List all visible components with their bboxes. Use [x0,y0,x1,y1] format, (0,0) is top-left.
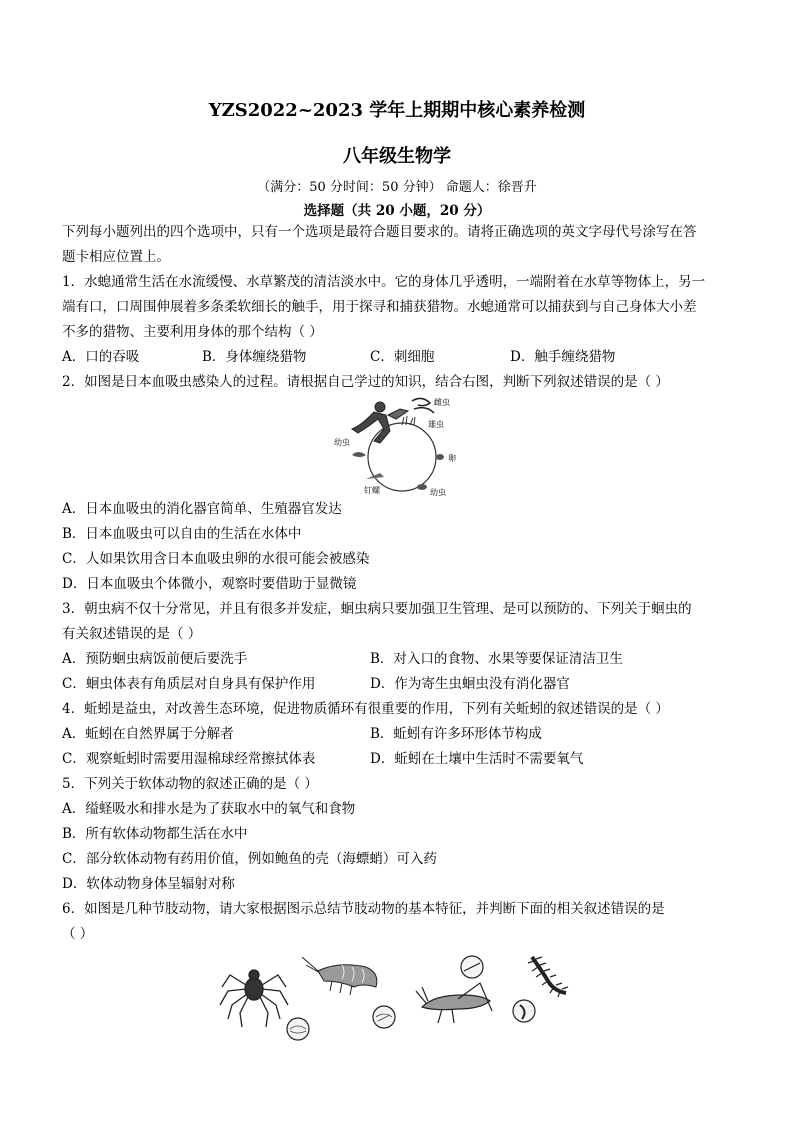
q3-stem-line-2: 有关叙述错误的是（ ） [62,626,202,642]
q1-options [62,345,734,370]
shrimp-icon [302,957,377,995]
exam-title: YZS2022~2023 学年上期期中核心素养检测 [208,100,586,121]
q4-option-b: B．蚯蚓有许多环形体节构成 [370,726,542,742]
q3-option-b: B．对入口的食物、水果等要保证清洁卫生 [370,651,623,667]
q4-option-d: D．蚯蚓在土壤中生活时不需要氧气 [370,751,584,767]
q1-option-a: A．口的吞吸 [62,349,140,365]
exam-subtitle: 八年级生物学 [343,146,451,167]
q2-option-a: A．日本血吸虫的消化器官简单、生殖器官发达 [62,501,342,517]
q2-option-b: B．日本血吸虫可以自由的生活在水体中 [62,526,302,542]
q6-stem: 6．如图是几种节肢动物，请大家根据图示总结节肢动物的基本特征，并判断下面的相关叙述错误的是 [62,901,665,917]
q6-blank: （ ） [62,926,94,942]
q5-option-d: D．软体动物身体呈辐射对称 [62,876,235,892]
q5-stem: 5．下列关于软体动物的叙述正确的是（ ） [62,776,318,792]
label-larva-bottom: 幼虫 [430,488,446,497]
q4-options-row-2 [62,747,734,772]
label-female: 雌虫 [434,398,450,407]
exam-meta: （满分：50 分时间：50 分钟） 命题人：徐晋升 [257,180,537,195]
q1-stem-line-1: 1．水螅通常生活在水流缓慢、水草繁茂的清洁淡水中。它的身体几乎透明，一端附着在水草等物体上，另一 [62,274,706,290]
q2-stem: 2．如图是日本血吸虫感染人的过程。请根据自己学过的知识，结合右图，判断下列叙述错误的是（ ） [62,374,669,390]
q5-option-c: C．部分软体动物有药用价值，例如鲍鱼的壳（海螵蛸）可入药 [62,851,437,867]
q3-options-row-2 [62,672,734,697]
arthropods-figure [62,947,734,1045]
worm-icon [412,398,430,405]
q3-options-row-1 [62,647,734,672]
question-content [62,220,734,1045]
q4-stem: 4．蚯蚓是益虫，对改善生态环境，促进物质循环有很重要的作用，下列有关蚯蚓的叙述错误的是（ ） [62,701,669,717]
q3-option-c: C．蛔虫体表有角质层对自身具有保护作用 [62,676,316,692]
section-heading: 选择题（共 20 小题，20 分） [303,203,491,219]
q1-stem-line-3: 不多的猎物、主要利用身体的那个结构（ ） [62,324,323,340]
q4-option-a: A．蚯蚓在自然界属于分解者 [62,726,234,742]
centipede-icon [513,957,568,1022]
q4-option-c: C．观察蚯蚓时需要用湿棉球经常擦拭体表 [62,751,316,767]
q5-option-a: A．缢蛏吸水和排水是为了获取水中的氧气和食物 [62,801,356,817]
q3-option-d: D．作为寄生虫蛔虫没有消化器官 [370,676,570,692]
q3-option-a: A．预防蛔虫病饭前便后要洗手 [62,651,248,667]
q2-option-d: D．日本血吸虫个体微小，观察时要借助于显微镜 [62,576,357,592]
q5-option-b: B．所有软体动物都生活在水中 [62,826,248,842]
q3-stem-line-1: 3．朝虫病不仅十分常见，并且有很多并发症，蛔虫病只要加强卫生管理、是可以预防的、下列关于蛔虫的 [62,601,692,617]
instruction-line-1: 下列每小题列出的四个选项中，只有一个选项是最符合题目要求的。请将正确选项的英文字母代号涂写在答 [62,224,697,240]
q1-option-d: D．触手缠绕猎物 [510,349,616,365]
instruction-line-2: 题卡相应位置上。 [62,249,170,265]
spider-icon [220,970,288,1027]
q1-option-c: C．刺细胞 [370,349,435,365]
label-larva-left: 幼虫 [334,438,350,447]
label-egg: 卵 [448,454,456,463]
label-male: 雄虫 [428,420,444,429]
q2-option-c: C．人如果饮用含日本血吸虫卵的水很可能会被感染 [62,551,370,567]
q4-options-row-1 [62,722,734,747]
grasshopper-icon [416,956,492,1023]
q1-option-b: B．身体缠绕猎物 [202,349,307,365]
label-snail: 钉螺 [364,486,380,495]
parasite-cycle-figure [62,395,734,497]
q1-stem-line-2: 端有口，口周围伸展着多条柔软细长的触手，用于探寻和捕获猎物。水螅通常可以捕获到与自己身体大小差 [62,299,697,315]
